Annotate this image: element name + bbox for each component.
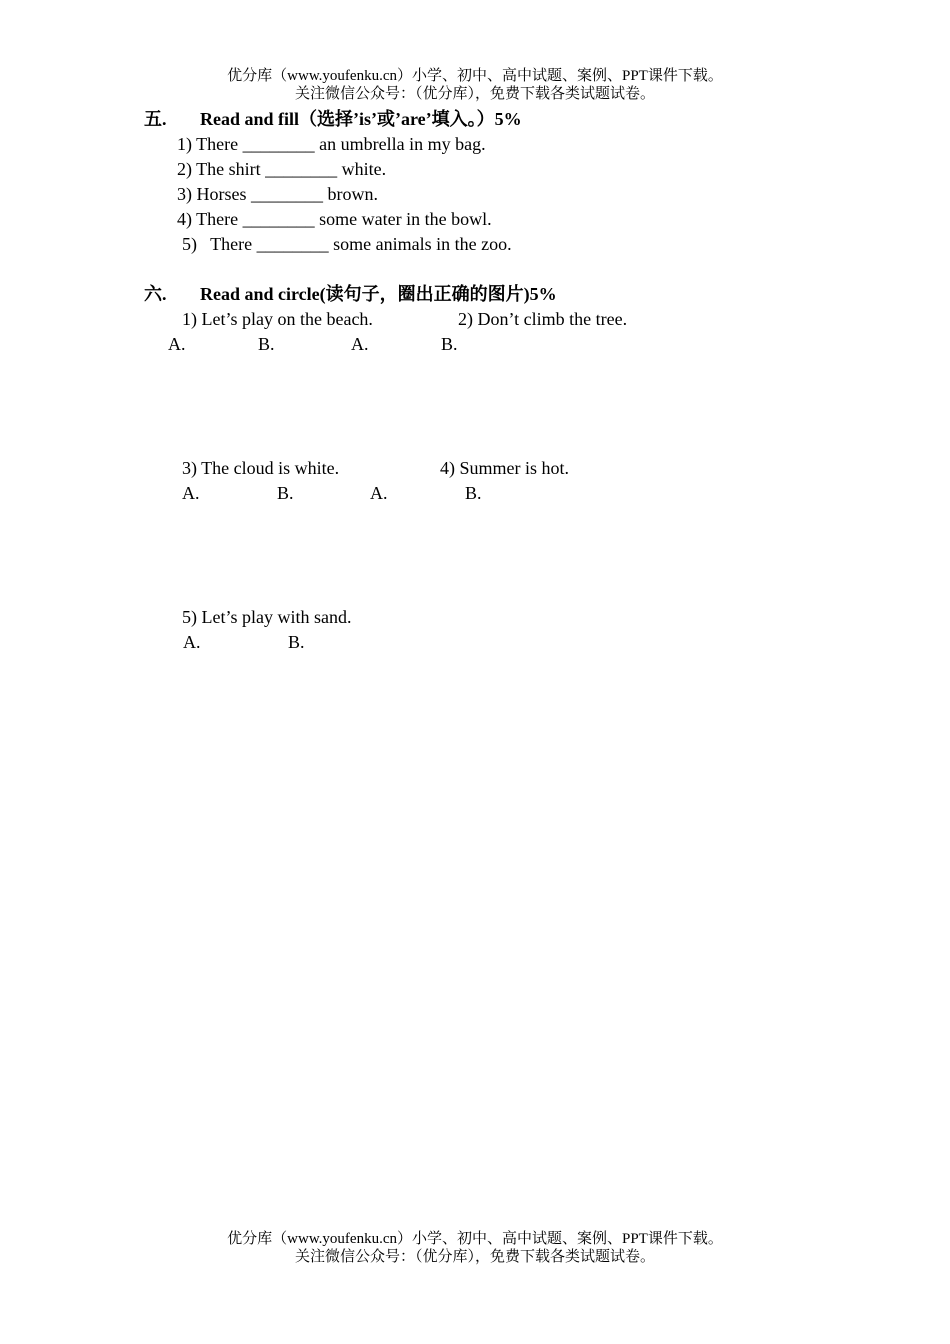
section5-number: 五. bbox=[144, 109, 167, 129]
section6-question-3: 3) The cloud is white. bbox=[182, 458, 340, 478]
q1-option-b[interactable]: B. bbox=[258, 334, 275, 354]
section5-item-2: 2) The shirt ________ white. bbox=[177, 159, 387, 179]
section5-item-3: 3) Horses ________ brown. bbox=[177, 184, 378, 204]
footer-line-2: 关注微信公众号：（优分库），免费下载各类试题试卷。 bbox=[294, 1249, 655, 1265]
section5-heading bbox=[144, 109, 522, 129]
section6-question-4: 4) Summer is hot. bbox=[440, 458, 569, 478]
section6-heading bbox=[144, 284, 557, 304]
q4-option-a[interactable]: A. bbox=[370, 483, 388, 503]
q2-option-b[interactable]: B. bbox=[441, 334, 458, 354]
section5-item-4: 4) There ________ some water in the bowl. bbox=[177, 209, 492, 229]
section6-question-2: 2) Don’t climb the tree. bbox=[458, 309, 628, 329]
section6-title: Read and circle(读句子，圈出正确的图片)5% bbox=[200, 284, 557, 304]
section5-title: Read and fill（选择’is’或’are’填入。）5% bbox=[200, 109, 522, 129]
header-line-2: 关注微信公众号：（优分库），免费下载各类试题试卷。 bbox=[294, 86, 655, 102]
q1-option-a[interactable]: A. bbox=[168, 334, 186, 354]
q3-option-a[interactable]: A. bbox=[182, 483, 200, 503]
q5-option-b[interactable]: B. bbox=[288, 632, 305, 652]
q4-option-b[interactable]: B. bbox=[465, 483, 482, 503]
header-line-1: 优分库（www.youfenku.cn）小学、初中、高中试题、案例、PPT课件下载。 bbox=[227, 68, 723, 84]
q2-option-a[interactable]: A. bbox=[351, 334, 369, 354]
section6-question-1: 1) Let’s play on the beach. bbox=[182, 309, 373, 329]
section5-item-1: 1) There ________ an umbrella in my bag. bbox=[177, 134, 486, 154]
section6-number: 六. bbox=[144, 284, 167, 304]
section5-item-5: 5) There ________ some animals in the zoo. bbox=[182, 234, 512, 254]
section6-question-5: 5) Let’s play with sand. bbox=[182, 607, 352, 627]
footer-line-1: 优分库（www.youfenku.cn）小学、初中、高中试题、案例、PPT课件下载。 bbox=[227, 1231, 723, 1247]
q5-option-a[interactable]: A. bbox=[183, 632, 201, 652]
q3-option-b[interactable]: B. bbox=[277, 483, 294, 503]
